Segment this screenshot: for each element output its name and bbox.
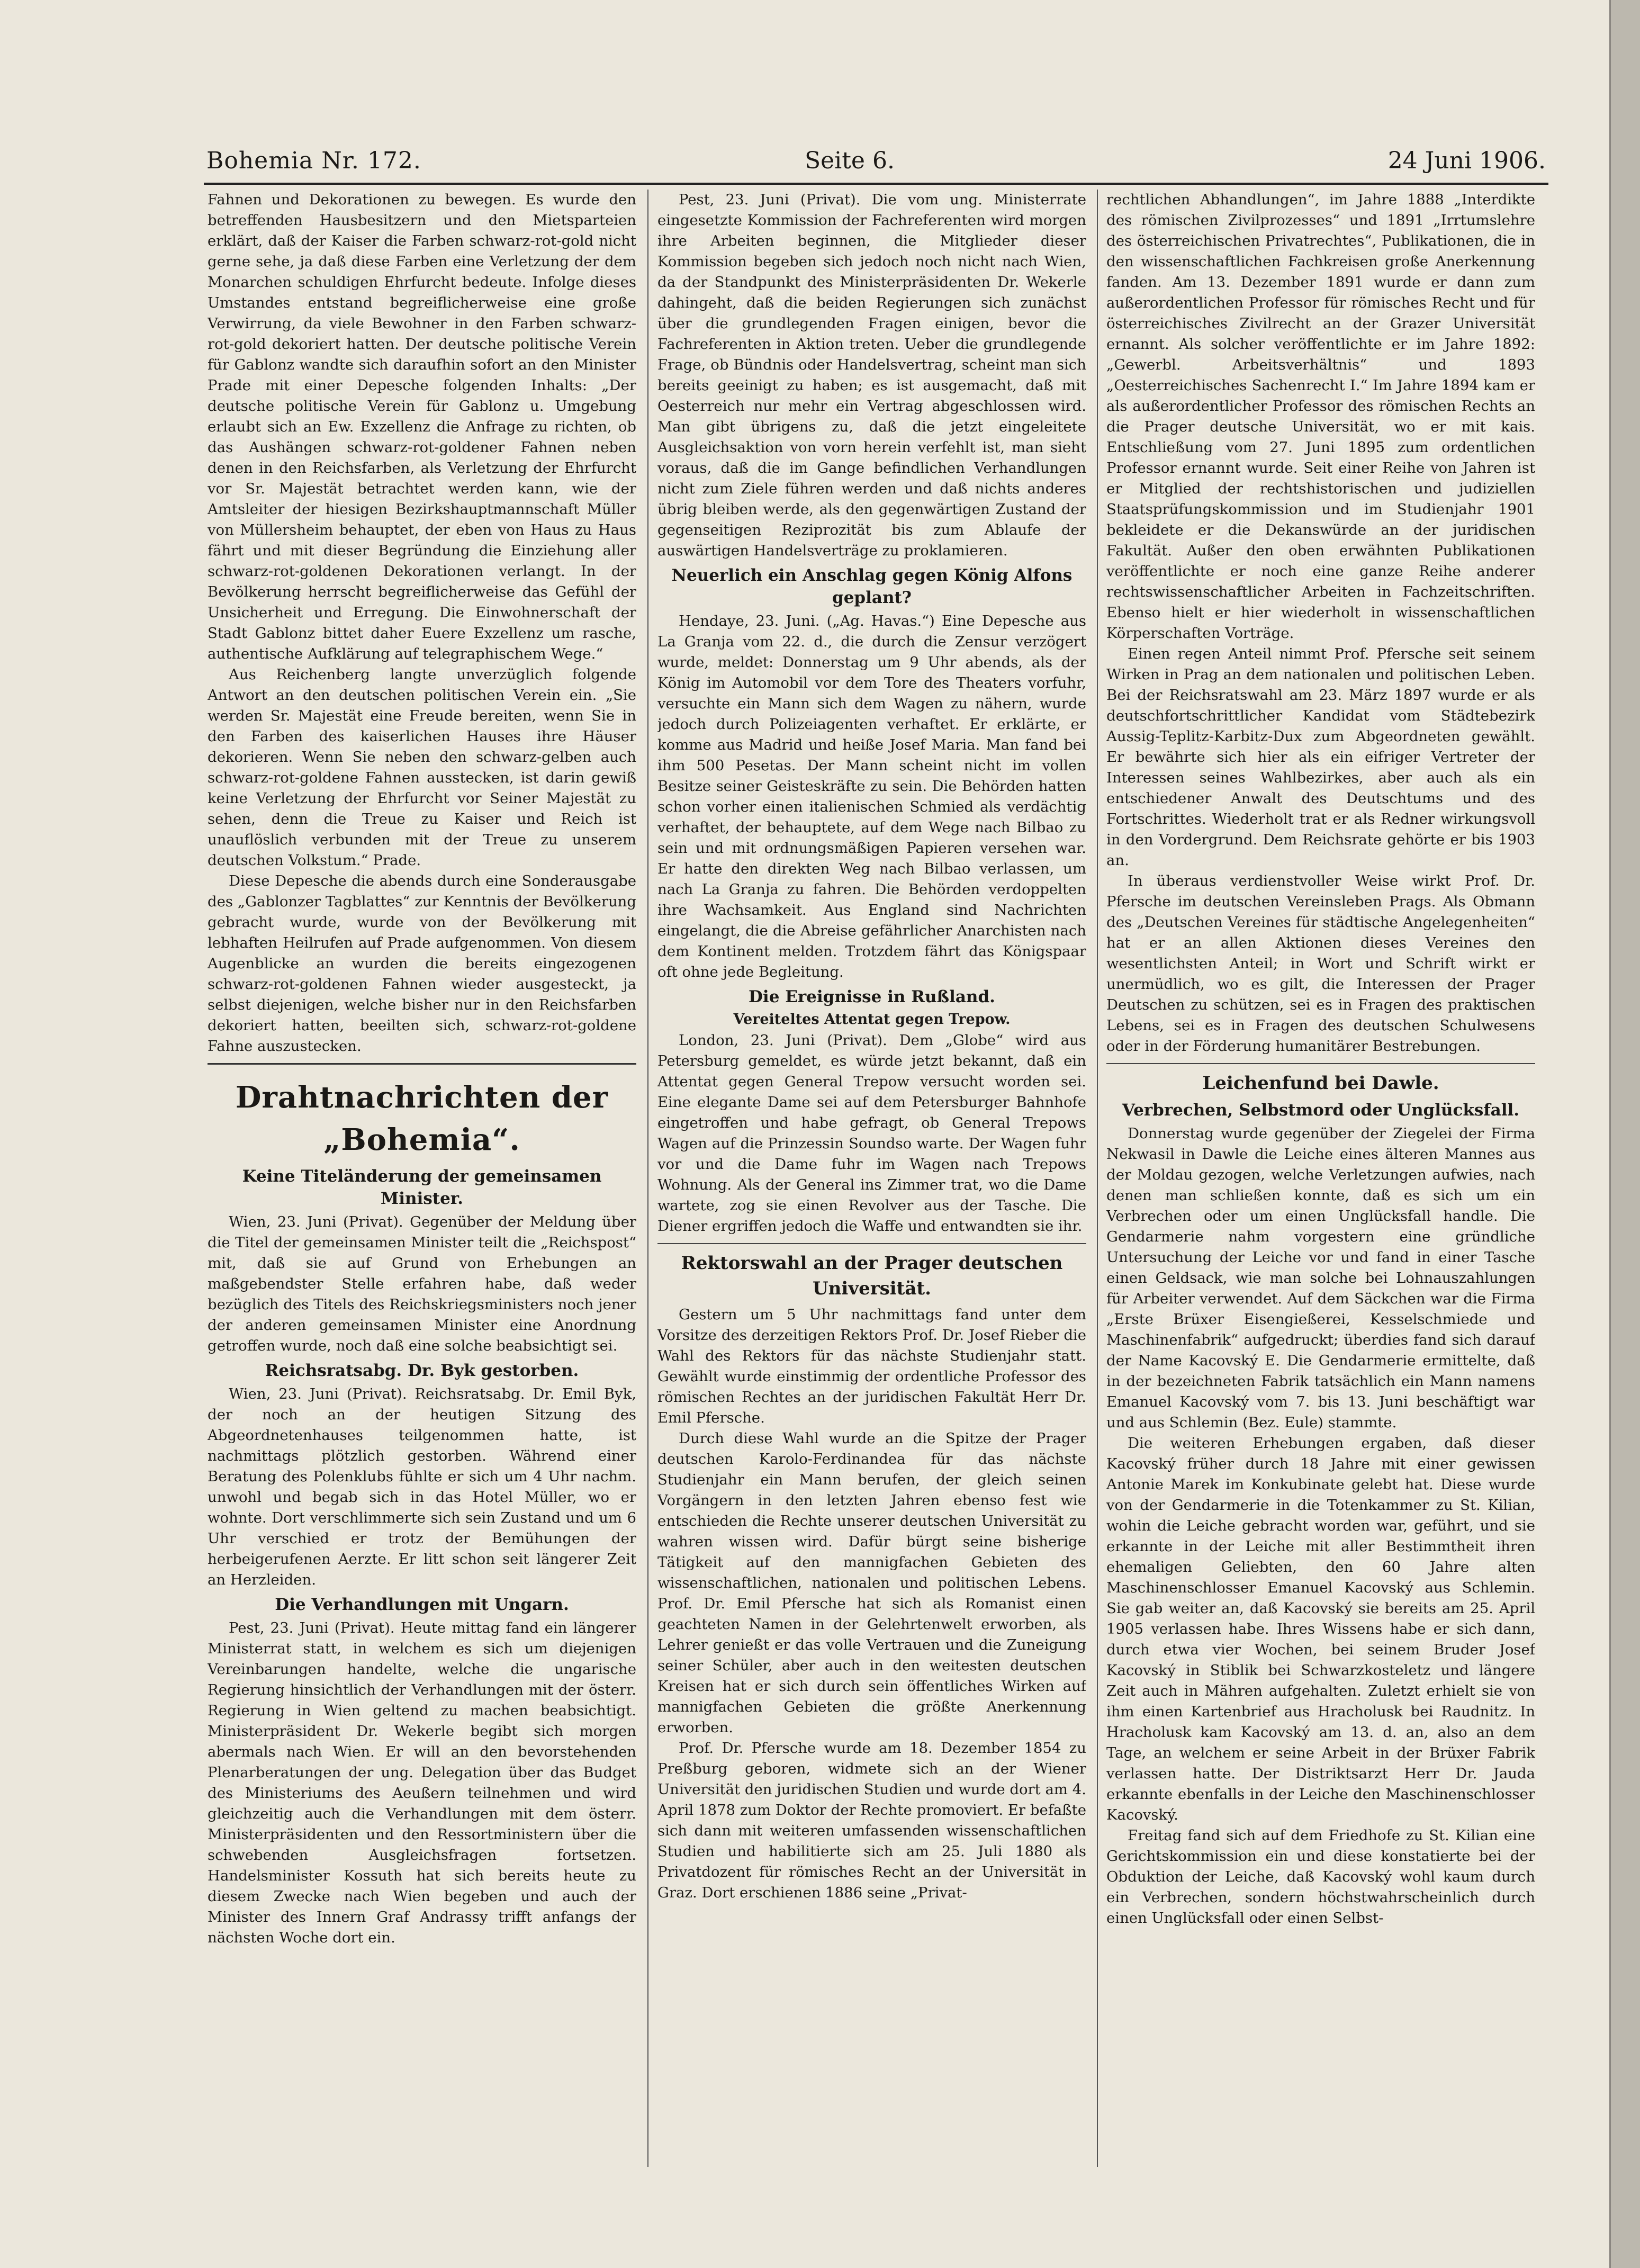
article-paragraph: Diese Depesche die abends durch eine Sonderausgabe des „Gablonzer Tagblattes“ zur Kenntnis der Bevölkerung gebracht wurde, wurde von der Bevölkerung mit lebhaften Heilrufen auf Prade aufgenommen. Von diesem Augenblicke an wurden die bereits eingezogenen schwarz-rot-goldenen Fahnen wieder ausgesteckt, ja selbst diejenigen, welche bisher nur in den Reichsfarben dekoriert hatten, beeilten sich, schwarz-rot-goldene Fahne auszustecken.	[208, 872, 636, 1055]
article-paragraph: Wien, 23. Juni (Privat). Gegenüber der Meldung über die Titel der gemeinsamen Minister teilt die „Reichspost“ mit, daß sie auf Grund von Erhebungen an maßgebendster Stelle erfahren habe, daß weder bezüglich des Titels des Reichskriegsministers noch jener der anderen gemeinsamen Minister eine Anordnung getroffen wurde, noch daß eine solche beabsichtigt sei.	[208, 1213, 636, 1354]
article-paragraph: Die weiteren Erhebungen ergaben, daß dieser Kacovský früher durch 18 Jahre mit einer gewissen Antonie Marek im Konkubinate gelebt hat. Diese wurde von der Gendarmerie in die Totenkammer zu St. Kilian, wohin die Leiche gebracht worden war, geführt, und sie erkannte in der Leiche mit aller Bestimmtheit ihren ehemaligen Geliebten, den 60 Jahre alten Maschinenschlosser Emanuel Kacovský aus Schlemin. Sie gab weiter an, daß Kacovský sie bereits am 25. April 1905 verlassen habe. Ihres Wissens habe er sich dann, durch etwa vier Wochen, bei seinem Bruder Josef Kacovský in Stiblik bei Schwarzkosteletz und längere Zeit auch in Mähren aufgehalten. Zuletzt erhielt sie von ihm einen Kartenbrief aus Hracholusk bei Raudnitz. In Hracholusk kam Kacovský am 13. d. an, also an dem Tage, an welchem er seine Arbeit in der Brüxer Fabrik verlassen hatte. Der Distriktsarzt Herr Dr. Jauda erkannte ebenfalls in der Leiche den Maschinenschlosser Kacovský.	[1106, 1435, 1535, 1823]
header-page-number: Seite 6.	[805, 147, 895, 174]
article-paragraph: Fahnen und Dekorationen zu bewegen. Es wurde den betreffenden Hausbesitzern und den Mietsparteien erklärt, daß der Kaiser die Farben schwarz-rot-gold nicht gerne sehe, ja daß diese Farben eine Verletzung der dem Monarchen schuldigen Ehrfurcht bedeute. Infolge dieses Umstandes entstand begreiflicherweise eine große Verwirrung, da viele Bewohner in den Farben schwarz-rot-gold dekoriert hatten. Der deutsche politische Verein für Gablonz wandte sich daraufhin sofort an den Minister Prade mit einer Depesche folgenden Inhalts: „Der deutsche politische Verein für Gablonz u. Umgebung erlaubt sich an Ew. Exzellenz die Anfrage zu richten, ob das Aushängen schwarz-rot-goldener Fahnen neben denen in den Reichsfarben, als Verletzung der Ehrfurcht vor Sr. Majestät betrachtet werden kann, wie der Amtsleiter der hiesigen Bezirkshauptmannschaft Müller von Müllersheim behauptet, der eben von Haus zu Haus fährt und mit dieser Begründung die Einziehung aller schwarz-rot-goldenen Dekorationen verlangt. In der Bevölkerung herrscht begreiflicherweise das Gefühl der Unsicherheit und Erregung. Die Einwohnerschaft der Stadt Gablonz bittet daher Euere Exzellenz um rasche, authentische Aufklärung auf telegraphischem Wege.“	[208, 191, 636, 662]
section-masthead: Drahtnachrichten der „Bohemia“.	[235, 1080, 609, 1157]
header-date: 24 Juni 1906.	[1387, 147, 1546, 174]
article-paragraph: Durch diese Wahl wurde an die Spitze der Prager deutschen Karolo-Ferdinandea für das nächste Studienjahr ein Mann berufen, der gleich seinen Vorgängern in den letzten Jahren ebenso fest wie entschieden die Rechte unserer deutschen Universität zu wahren wissen wird. Dafür bürgt seine bisherige Tätigkeit auf den mannigfachen Gebieten des wissenschaftlichen, nationalen und politischen Lebens. Prof. Dr. Emil Pfersche hat sich als Romanist einen geachteten Namen in der Gelehrtenwelt erworben, als Lehrer genießt er das volle Vertrauen und die Zuneigung seiner Schüler, aber auch in den weitesten deutschen Kreisen hat er sich durch sein öffentliches Wirken auf mannigfachen Gebieten die größte Anerkennung erworben.	[657, 1430, 1086, 1736]
column-divider	[1097, 190, 1098, 2167]
article-headline: Neuerlich ein Anschlag gegen König Alfons geplant?	[671, 566, 1073, 607]
article-paragraph: Hendaye, 23. Juni. („Ag. Havas.“) Eine Depesche aus La Granja vom 22. d., die durch die Zensur verzögert wurde, meldet: Donnerstag um 9 Uhr abends, als der König im Automobil vor dem Tore des Theaters vorfuhr, versuchte ein Mann sich dem Wagen zu nähern, wurde jedoch durch Polizeiagenten verhaftet. Er erklärte, er komme aus Madrid und heiße Josef Maria. Man fand bei ihm 500 Pesetas. Der Mann scheint nicht im vollen Besitze seiner Geisteskräfte zu sein. Die Behörden hatten schon vorher einen italienischen Schmied als verdächtig verhaftet, der behauptete, auf dem Wege nach Bilbao zu sein und mit ordnungsmäßigen Papieren versehen war. Er hatte den direkten Weg nach Bilbao verlassen, um nach La Granja zu fahren. Die Behörden verdoppelten ihre Wachsamkeit. Aus England sind Nachrichten eingelangt, die die Abreise gefährlicher Anarchisten nach dem Kontinent melden. Trotzdem fährt das Königspaar oft ohne jede Begleitung.	[657, 613, 1086, 980]
article-headline: Keine Titeländerung der gemeinsamen Minister.	[242, 1167, 602, 1208]
page-header	[206, 147, 1546, 184]
article-headline: Die Verhandlungen mit Ungarn.	[275, 1595, 569, 1614]
article-paragraph: Donnerstag wurde gegenüber der Ziegelei der Firma Nekwasil in Dawle die Leiche eines älteren Mannes aus der Moldau gezogen, welche Verletzungen aufwies, nach denen man schließen konnte, daß es sich um ein Verbrechen oder um einen Unglücksfall handle. Die Gendarmerie nahm vorgestern eine gründliche Untersuchung der Leiche vor und fand in einer Tasche einen Geldsack, wie man solche bei Lohnauszahlungen für Arbeiter verwendet. Auf dem Säckchen war die Firma „Erste Brüxer Eisengießerei, Kesselschmiede und Maschinenfabrik“ aufgedruckt; überdies fand sich darauf der Name Kacovský E. Die Gendarmerie ermittelte, daß in der bezeichneten Fabrik tatsächlich ein Mann namens Emanuel Kacovský vom 7. bis 13. Juni beschäftigt war und aus Schlemin (Bez. Eule) stammte.	[1106, 1125, 1535, 1431]
article-subheadline: Vereiteltes Attentat gegen Trepow.	[733, 1011, 1011, 1028]
section-rule	[657, 1243, 1086, 1244]
header-title: Bohemia Nr. 172.	[206, 147, 421, 174]
section-rule	[1106, 1063, 1535, 1064]
article-paragraph: Pest, 23. Juni (Privat). Die vom ung. Ministerrate eingesetzte Kommission der Fachreferenten wird morgen ihre Arbeiten beginnen, die Mitglieder dieser Kommission begeben sich jedoch noch nicht nach Wien, da der Standpunkt des Ministerpräsidenten Dr. Wekerle dahingeht, daß die beiden Regierungen sich zunächst über die grundlegenden Fragen einigen, bevor die Fachreferenten in Aktion treten. Ueber die grundlegende Frage, ob Bündnis oder Handelsvertrag, scheint man sich bereits geeinigt zu haben; es ist ausgemacht, daß mit Oesterreich nur mehr ein Vertrag abgeschlossen wird. Man gibt übrigens zu, daß die jetzt eingeleitete Ausgleichsaktion von vorn herein verfehlt ist, man sieht voraus, daß die im Gange befindlichen Verhandlungen nicht zum Ziele führen werden und daß nichts anderes übrig bleiben werde, als den gegenwärtigen Zustand der gegenseitigen Reziprozität bis zum Ablaufe der auswärtigen Handelsverträge zu proklamieren.	[657, 191, 1086, 559]
article-headline: Rektorswahl an der Prager deutschen Universität.	[681, 1253, 1063, 1299]
column-2	[657, 190, 1086, 2180]
header-rule	[204, 183, 1548, 185]
article-paragraph: Aus Reichenberg langte unverzüglich folgende Antwort an den deutschen politischen Verein ein. „Sie werden Sr. Majestät eine Freude bereiten, wenn Sie in den Farben des kaiserlichen Hauses ihre Häuser dekorieren. Wenn Sie neben den schwarz-gelben auch schwarz-rot-goldene Fahnen ausstecken, ist darin gewiß keine Verletzung der Ehrfurcht vor Seiner Majestät zu sehen, denn die Treue zu Kaiser und Reich ist unauflöslich verbunden mit der Treue zu unserem deutschen Volkstum.“ Prade.	[208, 666, 636, 869]
article-paragraph: Wien, 23. Juni (Privat). Reichsratsabg. Dr. Emil Byk, der noch an der heutigen Sitzung des Abgeordnetenhauses teilgenommen hatte, ist nachmittags plötzlich gestorben. Während einer Beratung des Polenklubs fühlte er sich um 4 Uhr nachm. unwohl und begab sich in das Hotel Müller, wo er wohnte. Dort verschlimmerte sich sein Zustand und um 6 Uhr verschied er trotz der Bemühungen der herbeigerufenen Aerzte. Er litt schon seit längerer Zeit an Herzleiden.	[208, 1385, 636, 1588]
article-paragraph: Gestern um 5 Uhr nachmittags fand unter dem Vorsitze des derzeitigen Rektors Prof. Dr. Josef Rieber die Wahl des Rektors für das nächste Studienjahr statt. Gewählt wurde einstimmig der ordentliche Professor des römischen Rechtes an der juridischen Fakultät Herr Dr. Emil Pfersche.	[657, 1306, 1086, 1426]
article-paragraph: In überaus verdienstvoller Weise wirkt Prof. Dr. Pfersche im deutschen Vereinsleben Prags. Als Obmann des „Deutschen Vereines für städtische Angelegenheiten“ hat er an allen Aktionen dieses Vereines den wesentlichsten Anteil; in Wort und Schrift wirkt er unermüdlich, wo es gilt, die Interessen der Prager Deutschen zu schützen, sei es in Fragen des praktischen Lebens, sei es in Fragen des deutschen Schulwesens oder in der Förderung humanitärer Bestrebungen.	[1106, 872, 1535, 1055]
article-paragraph: rechtlichen Abhandlungen“, im Jahre 1888 „Interdikte des römischen Zivilprozesses“ und 1891 „Irrtumslehre des österreichischen Privatrechtes“, Publikationen, die in den wissenschaftlichen Fachkreisen große Anerkennung fanden. Am 13. Dezember 1891 wurde er dann zum außerordentlichen Professor für römisches Recht und für österreichisches Zivilrecht an der Grazer Universität ernannt. Als solcher veröffentlichte er im Jahre 1892: „Gewerbl. Arbeitsverhältnis“ und 1893 „Oesterreichisches Sachenrecht I.“ Im Jahre 1894 kam er als außerordentlicher Professor des römischen Rechts an die Prager deutsche Universität, wo er mit kais. Entschließung vom 27. Juni 1895 zum ordentlichen Professor ernannt wurde. Seit einer Reihe von Jahren ist er Mitglied der rechtshistorischen und judiziellen Staatsprüfungskommission und im Studienjahr 1901 bekleidete er die Dekanswürde an der juridischen Fakultät. Außer den oben erwähnten Publikationen veröffentlichte er noch eine ganze Reihe anderer rechtswissenschaftlicher Arbeiten in Fachzeitschriften. Ebenso hielt er hier wiederholt in wissenschaftlichen Körperschaften Vorträge.	[1106, 191, 1535, 642]
article-paragraph: Einen regen Anteil nimmt Prof. Pfersche seit seinem Wirken in Prag an dem nationalen und politischen Leben. Bei der Reichsratswahl am 23. März 1897 wurde er als deutschfortschrittlicher Kandidat vom Städtebezirk Aussig-Teplitz-Karbitz-Dux zum Abgeordneten gewählt. Er bewährte sich hier als ein eifriger Vertreter der Interessen seines Wahlbezirkes, aber auch als ein entschiedener Anwalt des Deutschtums und des Fortschrittes. Wiederholt trat er als Redner wirkungsvoll in den Vordergrund. Dem Reichsrate gehörte er bis 1903 an.	[1106, 645, 1535, 869]
article-headline: Die Ereignisse in Rußland.	[749, 987, 995, 1006]
column-divider	[647, 190, 648, 2167]
column-3	[1106, 190, 1535, 2180]
page-edge	[1609, 0, 1640, 2268]
article-headline: Leichenfund bei Dawle.	[1202, 1073, 1439, 1094]
section-rule	[208, 1063, 636, 1065]
column-1	[208, 190, 636, 2180]
article-headline: Reichsratsabg. Dr. Byk gestorben.	[265, 1361, 579, 1380]
article-paragraph: Pest, 23. Juni (Privat). Heute mittag fand ein längerer Ministerrat statt, in welchem es sich um diejenigen Vereinbarungen handelte, welche die ungarische Regierung hinsichtlich der Verhandlungen mit der österr. Regierung in Wien geltend zu machen beabsichtigt. Ministerpräsident Dr. Wekerle begibt sich morgen abermals nach Wien. Er will an den bevorstehenden Plenarberatungen der ung. Delegation über das Budget des Ministeriums des Aeußern teilnehmen und wird gleichzeitig auch die Verhandlungen mit dem österr. Ministerpräsidenten und den Ressortministern über die schwebenden Ausgleichsfragen fortsetzen. Handelsminister Kossuth hat sich bereits heute zu diesem Zwecke nach Wien begeben und auch der Minister des Innern Graf Andrassy trifft anfangs der nächsten Woche dort ein.	[208, 1619, 636, 1946]
article-paragraph: Freitag fand sich auf dem Friedhofe zu St. Kilian eine Gerichtskommission ein und diese konstatierte bei der Obduktion der Leiche, daß Kacovský wohl kaum durch ein Verbrechen, sondern höchstwahrscheinlich durch einen Unglücksfall oder einen Selbst-	[1106, 1827, 1535, 1927]
article-subheadline: Verbrechen, Selbstmord oder Unglücksfall.	[1122, 1101, 1520, 1120]
article-paragraph: Prof. Dr. Pfersche wurde am 18. Dezember 1854 zu Preßburg geboren, widmete sich an der Wiener Universität den juridischen Studien und wurde dort am 4. April 1878 zum Doktor der Rechte promoviert. Er befaßte sich dann mit weiteren umfassenden wissenschaftlichen Studien und habilitierte sich am 25. Juli 1880 als Privatdozent für römisches Recht an der Universität in Graz. Dort erschienen 1886 seine „Privat-	[657, 1740, 1086, 1901]
article-paragraph: London, 23. Juni (Privat). Dem „Globe“ wird aus Petersburg gemeldet, es würde jetzt bekannt, daß ein Attentat gegen General Trepow versucht worden sei. Eine elegante Dame sei auf dem Petersburger Bahnhofe eingetroffen und habe gefragt, ob General Trepows Wagen auf die Prinzessin Soundso warte. Der Wagen fuhr vor und die Dame fuhr im Wagen nach Trepows Wohnung. Als der General ins Zimmer trat, wo die Dame wartete, zog sie einen Revolver aus der Tasche. Die Diener ergriffen jedoch die Waffe und entwandten sie ihr.	[657, 1032, 1086, 1235]
